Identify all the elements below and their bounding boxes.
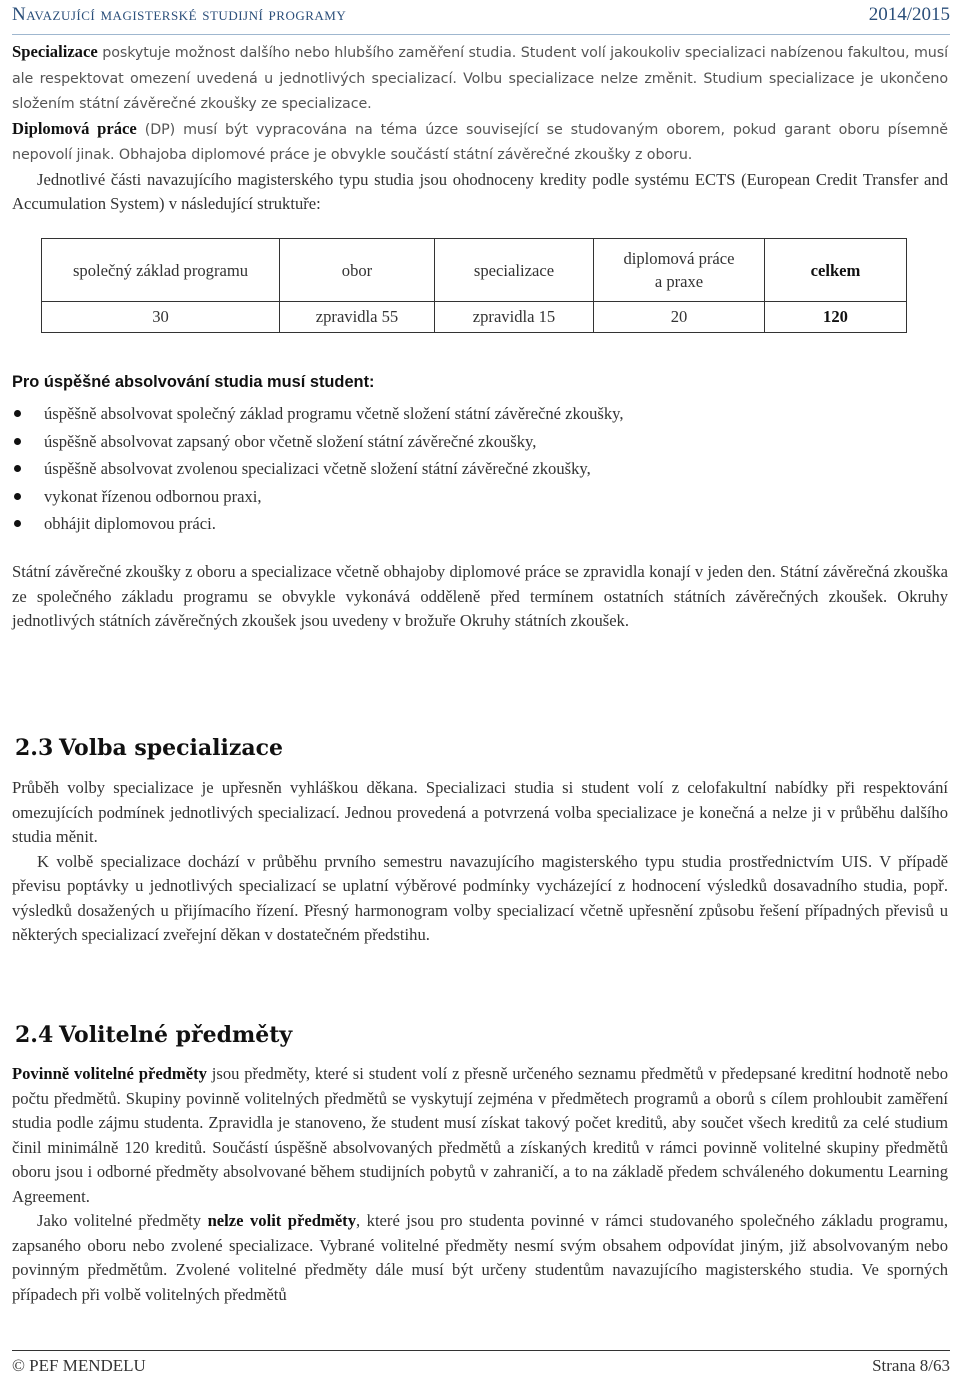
page-footer (12, 1350, 950, 1379)
list-item-text: obhájit diplomovou práci. (44, 514, 216, 533)
requirements-list (12, 402, 624, 540)
credit-table-header-cell: celkem (765, 239, 907, 302)
page-header (12, 0, 950, 35)
credit-table-header-cell: společný základ programu (42, 239, 280, 302)
credit-table-value-row (42, 302, 907, 333)
credit-table-value-cell: zpravidla 55 (280, 302, 435, 333)
thesis-text: (DP) musí být vypracována na téma úzce související se studovaným oborem, pokud garant oboru písemně nepovolí jinak. Obhajoba diplomové práce je obvykle součástí státní závěrečné zkoušky z oboru. (12, 121, 949, 163)
header-title: Navazující magisterské studijní programy (12, 4, 347, 25)
credit-table-header-cell (594, 239, 765, 302)
list-item (12, 430, 624, 458)
list-item-text: úspěšně absolvovat společný základ programu včetně složení státní závěrečné zkoušky, (44, 404, 624, 423)
section-title: Volba specializace (59, 735, 284, 761)
list-item-text: úspěšně absolvovat zapsaný obor včetně složení státní závěrečné zkoušky, (44, 431, 537, 451)
list-item-text: vykonat řízenou odbornou praxi, (44, 486, 262, 506)
exams-section (12, 560, 948, 634)
restriction-term: nelze volit předměty (207, 1211, 357, 1230)
header-year: 2014/2015 (868, 4, 950, 25)
thesis-paragraph (12, 117, 948, 168)
list-item-text: úspěšně absolvovat zvolenou specializaci včetně složení státní závěrečné zkoušky, (44, 459, 591, 478)
credit-table-value-cell: 120 (765, 302, 907, 333)
list-item (12, 512, 624, 540)
credit-table-value-cell: 30 (42, 302, 280, 333)
elective-term: Povinně volitelné předměty (12, 1064, 207, 1083)
paragraph: K volbě specializace dochází v průběhu prvního semestru navazujícího magisterského typu studia prostřednictvím UIS. V případě převisu poptávky u jednotlivých specializací se uplatní výběrové podmínky vycházející z hodnocení výsledků dosavadního studia, popř. výsledků dosažených u přijímacího řízení. Přesný harmonogram volby specializací včetně upřesnění způsobu řešení případných převisů u některých specializací zveřejní děkan v dostatečném předstihu. (12, 851, 948, 944)
thesis-term: Diplomová práce (12, 118, 137, 138)
credit-table-value-cell: 20 (594, 302, 765, 333)
ects-paragraph: Jednotlivé části navazujícího magisterského typu studia jsou ohodnoceny kredity podle systému ECTS (European Credit Transfer and Accumulation System) v následující struktuře: (12, 169, 948, 213)
bullet-icon (14, 465, 21, 472)
bullet-icon (14, 438, 21, 445)
requirements-title: Pro úspěšné absolvování studia musí student: (12, 373, 375, 391)
specialization-term: Specializace (12, 42, 98, 61)
credit-table-header-cell: specializace (435, 239, 594, 302)
list-item (12, 485, 624, 513)
paragraph (12, 1062, 948, 1209)
section-title: Volitelné předměty (59, 1022, 293, 1048)
bullet-icon (14, 410, 21, 417)
section-2-4-body (12, 1062, 948, 1307)
paragraph-text: , které jsou pro studenta povinné v rámci studovaného společného základu programu, zapsaného oboru nebo zvolené specializace. Vybrané volitelné předměty nesmí svým obsahem odpovídat jiným, již absolvovaným nebo povinným předmětům. Zvolené volitelné předměty dále musí být určeny studentům navazujícího magisterského studia. Ve sporných případech při volbě volitelných předmětů (12, 1211, 948, 1304)
paragraph (12, 1209, 948, 1307)
section-heading-2-3 (15, 735, 283, 761)
list-item (12, 457, 624, 485)
thesis-header-line2: a praxe (654, 272, 704, 291)
section-2-3-body (12, 776, 948, 948)
thesis-header-line1: diplomová práce (623, 249, 735, 268)
intro-section (12, 40, 948, 217)
credit-structure-table (41, 238, 907, 333)
paragraph-text: Jako volitelné předměty (37, 1211, 208, 1230)
section-number: 2.4 (15, 1022, 54, 1048)
footer-copyright: © PEF MENDELU (12, 1356, 146, 1375)
specialization-paragraph (12, 40, 948, 117)
paragraph: Průběh volby specializace je upřesněn vyhláškou děkana. Specializaci studia si student volí z celofakultní nabídky při respektování omezujících podmínek jednotlivých specializací. Jednou provedená a potvrzená volba specializace je konečná a nelze ji v průběhu dalšího studia měnit. (12, 778, 948, 846)
section-heading-2-4 (15, 1022, 292, 1048)
specialization-text: poskytuje možnost dalšího nebo hlubšího zaměření studia. Student volí jakoukoliv specializaci nabízenou fakultou, musí ale respektovat omezení uvedená u jednotlivých specializací. Volbu specializace nelze změnit. Studium specializace je ukončeno složením státní závěrečné zkoušky ze specializace. (12, 45, 948, 112)
credit-table-header-row (42, 239, 907, 302)
credit-table-header-cell: obor (280, 239, 435, 302)
page-number: Strana 8/63 (872, 1356, 950, 1375)
section-number: 2.3 (15, 735, 54, 761)
exams-paragraph: Státní závěrečné zkoušky z oboru a specializace včetně obhajoby diplomové práce se zpravidla konají v jeden den. Státní závěrečná zkouška ze společného základu programu se obvykle vykonává odděleně před termínem ostatních státních závěrečných zkoušek. Okruhy jednotlivých státních závěrečných zkoušek jsou uvedeny v brožuře Okruhy státních zkoušek. (12, 562, 948, 630)
credit-table-value-cell: zpravidla 15 (435, 302, 594, 333)
bullet-icon (14, 493, 21, 500)
list-item (12, 402, 624, 430)
bullet-icon (14, 520, 21, 527)
paragraph-text: jsou předměty, které si student volí z přesně určeného seznamu předmětů v předepsané kreditní hodnotě nebo počtu předmětů. Skupiny povinně volitelných předmětů se vyskytují zejména v předmětech programů a oborů s cílem prohloubit zaměření studia podle zájmu studenta. Zpravidla je stanoveno, že student musí získat takový počet kreditů, aby součet všech kreditů za celé studium činil minimálně 120 kreditů. Součástí úspěšně absolvovaných předmětů a získaných kreditů v rámci povinně volitelné skupiny předmětů oboru jsou i odborné předměty absolvované během studijních pobytů v zahraničí, a to na základě předem schváleného dokumentu Learning Agreement. (12, 1064, 948, 1206)
